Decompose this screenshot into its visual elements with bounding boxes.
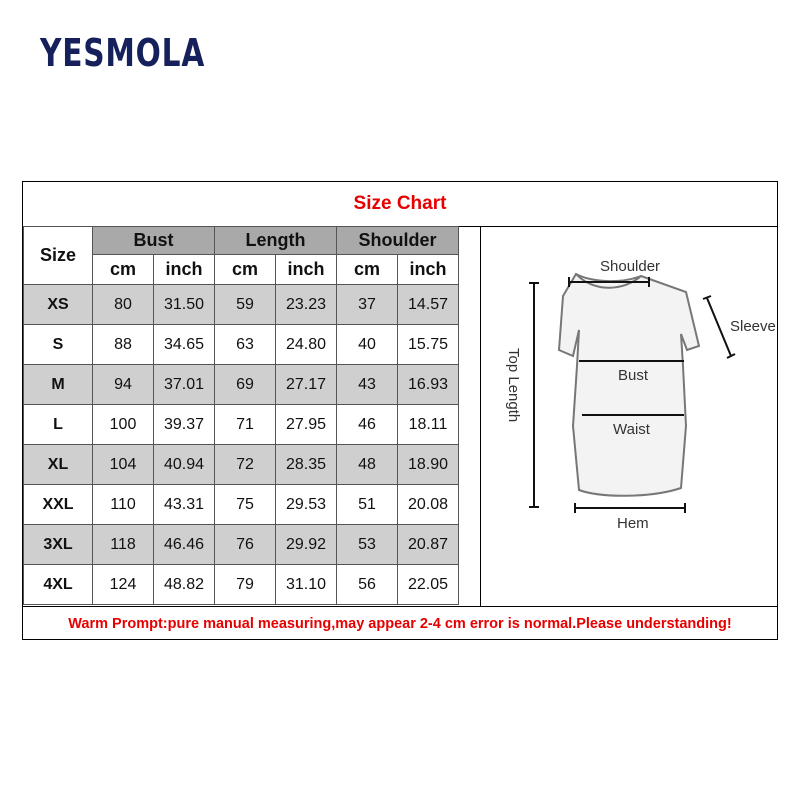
measurement-diagram xyxy=(480,226,778,606)
size-label: L xyxy=(24,405,93,445)
measurement-cell: 20.87 xyxy=(398,525,459,565)
measurement-cell: 124 xyxy=(93,565,154,605)
unit-header: inch xyxy=(154,255,215,285)
size-row xyxy=(24,445,459,485)
size-row xyxy=(24,485,459,525)
group-header-length: Length xyxy=(215,227,337,255)
size-label: S xyxy=(24,325,93,365)
measurement-cell: 22.05 xyxy=(398,565,459,605)
measurement-cell: 37 xyxy=(337,285,398,325)
measurement-cell: 34.65 xyxy=(154,325,215,365)
measurement-cell: 24.80 xyxy=(276,325,337,365)
measurement-cell: 118 xyxy=(93,525,154,565)
measurement-cell: 59 xyxy=(215,285,276,325)
tshirt-outline xyxy=(559,274,699,496)
measurement-cell: 48.82 xyxy=(154,565,215,605)
unit-header: cm xyxy=(337,255,398,285)
unit-header: inch xyxy=(276,255,337,285)
size-chart-title: Size Chart xyxy=(23,182,777,227)
measurement-cell: 46.46 xyxy=(154,525,215,565)
top-length-label: Top Length xyxy=(505,348,522,423)
size-chart xyxy=(22,181,778,640)
size-label: 4XL xyxy=(24,565,93,605)
size-label: M xyxy=(24,365,93,405)
size-row xyxy=(24,285,459,325)
measurement-cell: 48 xyxy=(337,445,398,485)
unit-header: cm xyxy=(93,255,154,285)
group-header-shoulder: Shoulder xyxy=(337,227,459,255)
measurement-cell: 100 xyxy=(93,405,154,445)
size-table-body xyxy=(24,285,459,605)
size-row xyxy=(24,525,459,565)
measurement-cell: 72 xyxy=(215,445,276,485)
unit-header: inch xyxy=(398,255,459,285)
measurement-cell: 27.17 xyxy=(276,365,337,405)
measurement-cell: 16.93 xyxy=(398,365,459,405)
size-label: XXL xyxy=(24,485,93,525)
size-row xyxy=(24,365,459,405)
measurement-cell: 29.92 xyxy=(276,525,337,565)
group-header-bust: Bust xyxy=(93,227,215,255)
waist-label: Waist xyxy=(613,421,650,438)
measurement-cell: 46 xyxy=(337,405,398,445)
bust-label: Bust xyxy=(618,367,649,384)
measurement-cell: 71 xyxy=(215,405,276,445)
measurement-cell: 43.31 xyxy=(154,485,215,525)
size-row xyxy=(24,325,459,365)
size-label: XL xyxy=(24,445,93,485)
shoulder-label: Shoulder xyxy=(600,258,661,275)
tshirt-diagram xyxy=(481,226,778,606)
sleeve-line xyxy=(707,298,731,356)
measurement-cell: 18.11 xyxy=(398,405,459,445)
measurement-cell: 110 xyxy=(93,485,154,525)
size-label: XS xyxy=(24,285,93,325)
measurement-cell: 104 xyxy=(93,445,154,485)
measurement-cell: 94 xyxy=(93,365,154,405)
measurement-cell: 56 xyxy=(337,565,398,605)
size-row xyxy=(24,565,459,605)
measurement-cell: 69 xyxy=(215,365,276,405)
measurement-cell: 28.35 xyxy=(276,445,337,485)
measurement-cell: 40 xyxy=(337,325,398,365)
measurement-cell: 15.75 xyxy=(398,325,459,365)
size-label: 3XL xyxy=(24,525,93,565)
measurement-cell: 80 xyxy=(93,285,154,325)
unit-header: cm xyxy=(215,255,276,285)
measurement-cell: 51 xyxy=(337,485,398,525)
sleeve-label: Sleeve xyxy=(730,318,776,335)
measurement-cell: 31.10 xyxy=(276,565,337,605)
measurement-cell: 18.90 xyxy=(398,445,459,485)
hem-label: Hem xyxy=(617,515,649,532)
measurement-cell: 37.01 xyxy=(154,365,215,405)
measurement-cell: 88 xyxy=(93,325,154,365)
brand-logo: YESMOLA xyxy=(40,31,206,75)
size-row xyxy=(24,405,459,445)
measurement-cell: 29.53 xyxy=(276,485,337,525)
size-table xyxy=(23,226,459,605)
measurement-cell: 53 xyxy=(337,525,398,565)
warm-prompt-note: Warm Prompt:pure manual measuring,may appear 2-4 cm error is normal.Please understanding! xyxy=(23,606,777,640)
measurement-cell: 40.94 xyxy=(154,445,215,485)
measurement-cell: 27.95 xyxy=(276,405,337,445)
size-column-header: Size xyxy=(24,227,93,285)
measurement-cell: 63 xyxy=(215,325,276,365)
measurement-cell: 76 xyxy=(215,525,276,565)
measurement-cell: 79 xyxy=(215,565,276,605)
measurement-cell: 43 xyxy=(337,365,398,405)
measurement-cell: 20.08 xyxy=(398,485,459,525)
measurement-cell: 31.50 xyxy=(154,285,215,325)
measurement-cell: 39.37 xyxy=(154,405,215,445)
measurement-cell: 75 xyxy=(215,485,276,525)
measurement-cell: 23.23 xyxy=(276,285,337,325)
measurement-cell: 14.57 xyxy=(398,285,459,325)
